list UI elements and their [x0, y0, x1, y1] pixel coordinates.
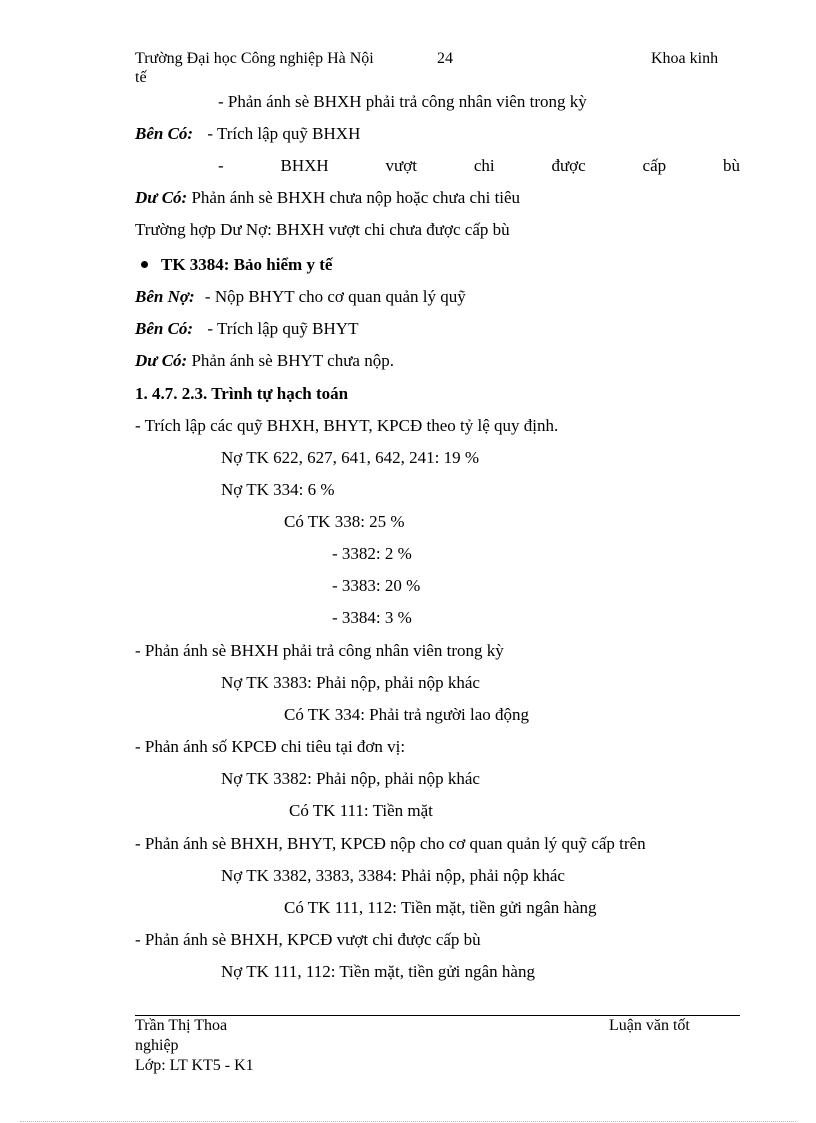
footer-thesis: Luận văn tốt	[609, 1017, 690, 1034]
line-credit-bhxh	[135, 125, 360, 142]
page-bottom-border	[20, 1121, 796, 1122]
word: chi	[473, 156, 495, 175]
credit-balance-label: Dư Có:	[135, 188, 188, 207]
word: -	[218, 156, 224, 175]
entry-credit-338: Có TK 338: 25 %	[284, 512, 405, 531]
entry-sub-3384: - 3384: 3 %	[332, 608, 412, 627]
debit-label: Bên Nợ:	[135, 287, 195, 306]
credit-text: - Trích lập quỹ BHXH	[207, 124, 361, 143]
footer-divider	[135, 1015, 740, 1016]
word: bù	[722, 156, 740, 175]
entry-debit-111-112: Nợ TK 111, 112: Tiền mặt, tiền gửi ngân hàng	[221, 962, 535, 981]
debit-text: - Nộp BHYT cho cơ quan quản lý quỹ	[204, 287, 466, 306]
footer-author: Trần Thị Thoa	[135, 1017, 228, 1034]
credit-label: Bên Có:	[135, 124, 194, 143]
entry-debit-3382: Nợ TK 3382: Phải nộp, phải nộp khác	[221, 769, 480, 788]
line-credit-bhyt	[135, 320, 358, 337]
entry-debit-3383: Nợ TK 3383: Phải nộp, phải nộp khác	[221, 673, 480, 692]
entry-sub-3382: - 3382: 2 %	[332, 544, 412, 563]
line-kpcd-spending: - Phản ánh số KPCĐ chi tiêu tại đơn vị:	[135, 737, 406, 756]
footer-thesis-wrap: nghiệp	[135, 1037, 179, 1054]
entry-credit-334: Có TK 334: Phải trả người lao động	[284, 705, 530, 724]
line-credit-bhxh-justified	[218, 157, 740, 174]
entry-debit-3382-3383-3384: Nợ TK 3382, 3383, 3384: Phải nộp, phải nộp khác	[221, 866, 565, 885]
line-fund-appropriation: - Trích lập các quỹ BHXH, BHYT, KPCĐ theo tỷ lệ quy định.	[135, 416, 559, 435]
section-tk-3384: TK 3384: Bảo hiểm y tế	[161, 255, 333, 274]
line-overspend-reimbursed: - Phản ánh sè BHXH, KPCĐ vượt chi được cấp bù	[135, 930, 481, 949]
line-credit-balance-bhyt	[135, 352, 394, 369]
header-page-number: 24	[437, 50, 453, 67]
credit-balance-text: Phản ánh sè BHXH chưa nộp hoặc chưa chi tiêu	[191, 188, 521, 207]
line-debit-balance-case: Trường hợp Dư Nợ: BHXH vượt chi chưa được cấp bù	[135, 220, 510, 239]
footer-class: Lớp: LT KT5 - K1	[135, 1057, 254, 1074]
line-bhxh-payable-employees: - Phản ánh sè BHXH phải trả công nhân viên trong kỳ	[135, 641, 504, 660]
entry-debit-334: Nợ TK 334: 6 %	[221, 480, 335, 499]
header-faculty-wrap: tế	[135, 69, 147, 86]
bullet-icon	[141, 261, 148, 268]
line-debit-bhxh-payable: - Phản ánh sè BHXH phải trả công nhân viên trong kỳ	[218, 92, 587, 111]
credit-balance-label: Dư Có:	[135, 351, 188, 370]
header-school: Trường Đại học Công nghiệp Hà Nội	[135, 50, 374, 67]
header-faculty: Khoa kinh	[651, 50, 719, 67]
credit-label: Bên Có:	[135, 319, 194, 338]
line-remit-to-authority: - Phản ánh sè BHXH, BHYT, KPCĐ nộp cho cơ quan quản lý quỹ cấp trên	[135, 834, 646, 853]
credit-text: - Trích lập quỹ BHYT	[207, 319, 359, 338]
section-heading-accounting-sequence: 1. 4.7. 2.3. Trình tự hạch toán	[135, 384, 349, 403]
word: BHXH	[280, 156, 329, 175]
word: cấp	[642, 156, 667, 175]
word: được	[551, 156, 586, 175]
line-debit-bhyt	[135, 288, 466, 305]
entry-credit-111-112: Có TK 111, 112: Tiền mặt, tiền gửi ngân hàng	[284, 898, 597, 917]
line-credit-balance-bhxh	[135, 189, 520, 206]
entry-sub-3383: - 3383: 20 %	[332, 576, 421, 595]
word: vượt	[385, 156, 417, 175]
entry-debit-expense-accounts: Nợ TK 622, 627, 641, 642, 241: 19 %	[221, 448, 480, 467]
entry-credit-111: Có TK 111: Tiền mặt	[289, 801, 433, 820]
credit-balance-text: Phản ánh sè BHYT chưa nộp.	[191, 351, 394, 370]
